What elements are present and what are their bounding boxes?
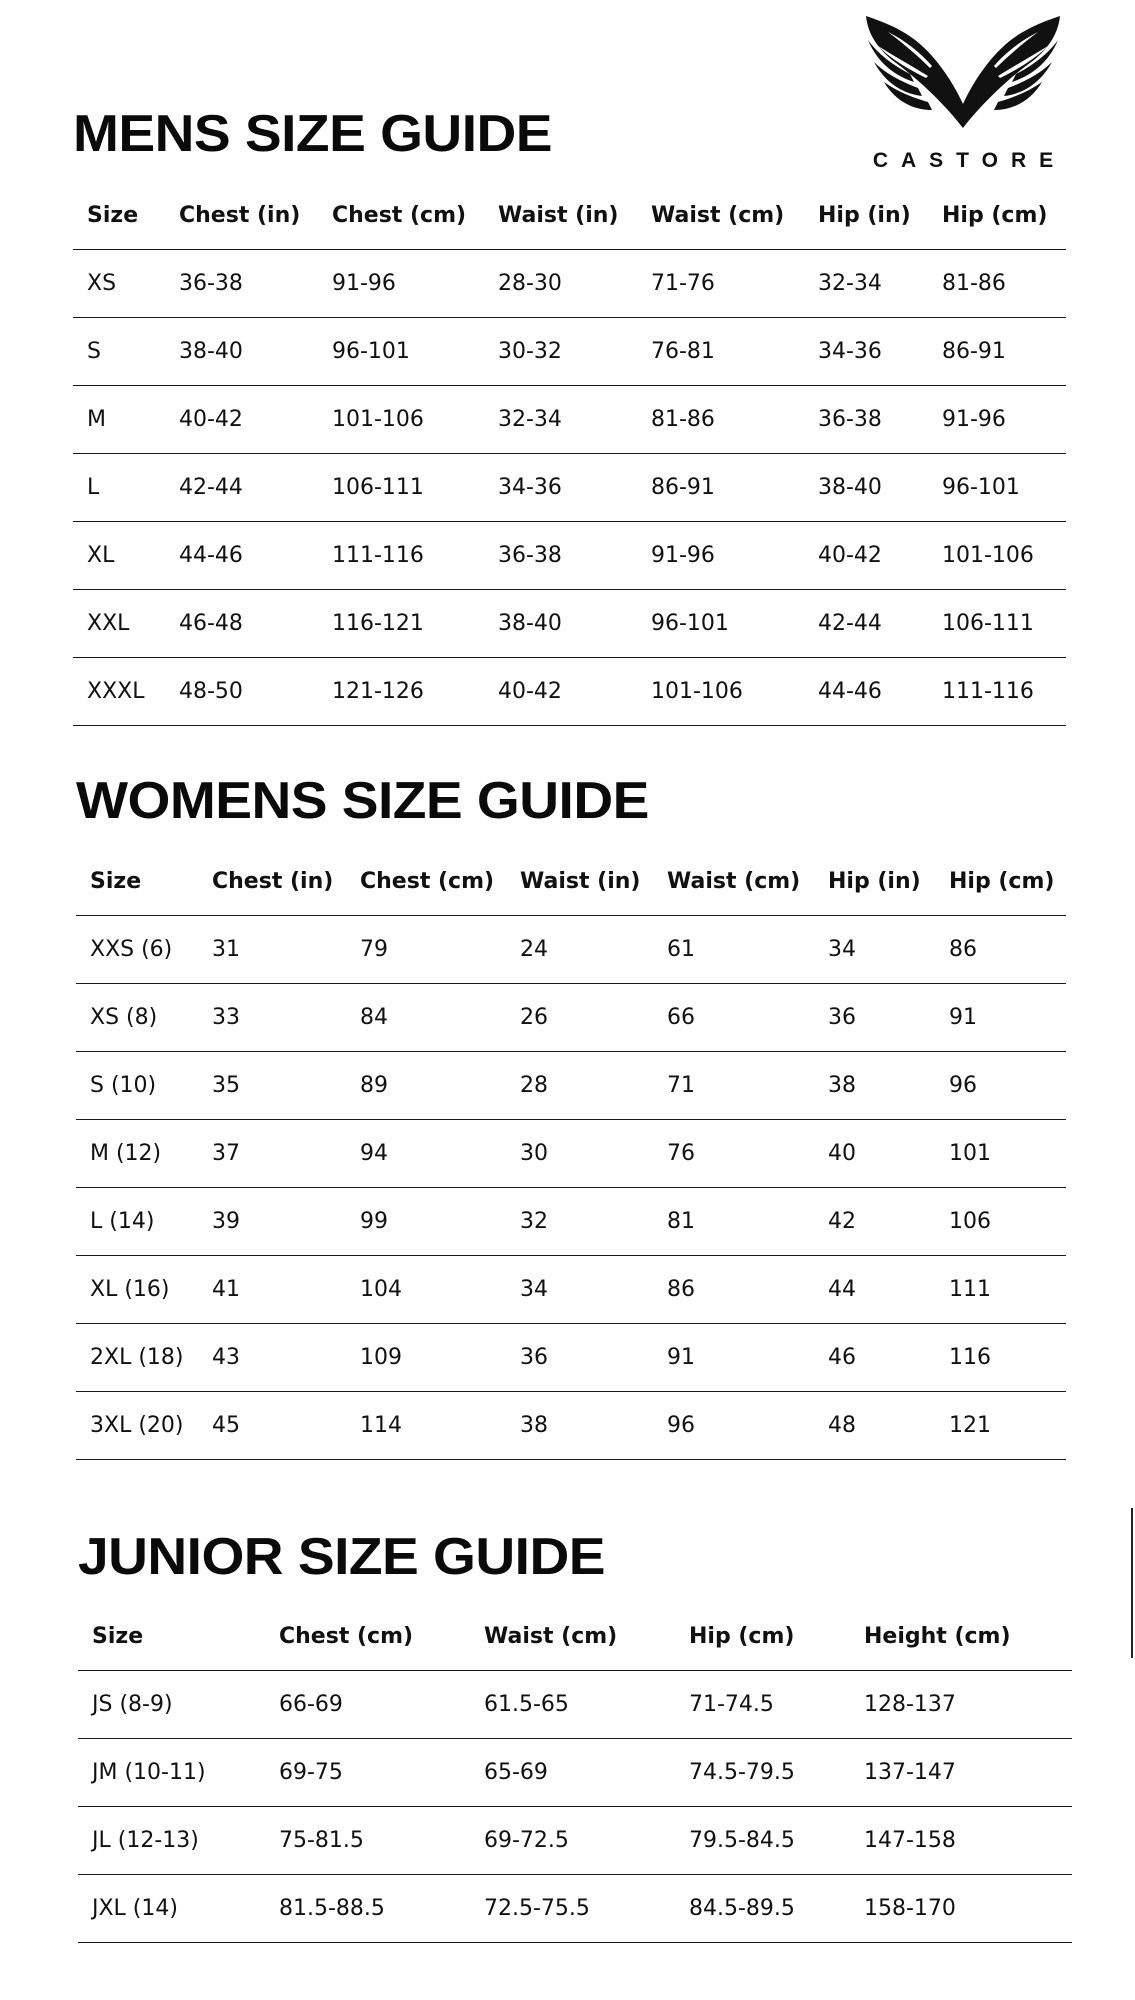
measurement-cell: 137-147 — [850, 1738, 1072, 1806]
table-row — [73, 385, 1066, 453]
size-cell: L — [73, 453, 165, 521]
measurement-cell: 74.5-79.5 — [675, 1738, 850, 1806]
table-row — [73, 589, 1066, 657]
measurement-cell: 41 — [198, 1255, 346, 1323]
table-row — [78, 1670, 1072, 1738]
size-cell: XXL — [73, 589, 165, 657]
junior-section-title: JUNIOR SIZE GUIDE — [78, 1528, 605, 1586]
measurement-cell: 111-116 — [318, 521, 484, 589]
junior-column-header: Hip (cm) — [675, 1603, 850, 1670]
size-cell: XS — [73, 249, 165, 317]
mens-header-row — [73, 182, 1066, 249]
table-row — [73, 453, 1066, 521]
measurement-cell: 36 — [506, 1323, 653, 1391]
measurement-cell: 26 — [506, 983, 653, 1051]
measurement-cell: 66 — [653, 983, 814, 1051]
measurement-cell: 81-86 — [928, 249, 1066, 317]
junior-column-header: Chest (cm) — [265, 1603, 470, 1670]
measurement-cell: 45 — [198, 1391, 346, 1459]
measurement-cell: 28-30 — [484, 249, 637, 317]
womens-column-header: Chest (in) — [198, 848, 346, 915]
measurement-cell: 76-81 — [637, 317, 804, 385]
measurement-cell: 38-40 — [165, 317, 318, 385]
table-row — [78, 1874, 1072, 1942]
mens-column-header: Waist (cm) — [637, 182, 804, 249]
brand-wordmark: CASTORE — [872, 149, 1067, 172]
junior-size-table — [78, 1603, 1072, 1943]
junior-column-header: Height (cm) — [850, 1603, 1072, 1670]
table-row — [76, 1187, 1066, 1255]
measurement-cell: 32 — [506, 1187, 653, 1255]
measurement-cell: 40-42 — [484, 657, 637, 725]
measurement-cell: 42-44 — [804, 589, 928, 657]
measurement-cell: 147-158 — [850, 1806, 1072, 1874]
womens-column-header: Hip (in) — [814, 848, 935, 915]
measurement-cell: 128-137 — [850, 1670, 1072, 1738]
measurement-cell: 99 — [346, 1187, 506, 1255]
table-row — [76, 1323, 1066, 1391]
measurement-cell: 46-48 — [165, 589, 318, 657]
measurement-cell: 39 — [198, 1187, 346, 1255]
measurement-cell: 34-36 — [804, 317, 928, 385]
measurement-cell: 71-76 — [637, 249, 804, 317]
womens-column-header: Chest (cm) — [346, 848, 506, 915]
measurement-cell: 33 — [198, 983, 346, 1051]
mens-column-header: Hip (cm) — [928, 182, 1066, 249]
size-cell: 2XL (18) — [76, 1323, 198, 1391]
womens-column-header: Waist (in) — [506, 848, 653, 915]
measurement-cell: 89 — [346, 1051, 506, 1119]
measurement-cell: 158-170 — [850, 1874, 1072, 1942]
measurement-cell: 36-38 — [484, 521, 637, 589]
measurement-cell: 96-101 — [318, 317, 484, 385]
measurement-cell: 75-81.5 — [265, 1806, 470, 1874]
womens-column-header: Hip (cm) — [935, 848, 1066, 915]
measurement-cell: 69-72.5 — [470, 1806, 675, 1874]
junior-column-header: Size — [78, 1603, 265, 1670]
mens-column-header: Chest (cm) — [318, 182, 484, 249]
measurement-cell: 94 — [346, 1119, 506, 1187]
measurement-cell: 96 — [653, 1391, 814, 1459]
measurement-cell: 46 — [814, 1323, 935, 1391]
measurement-cell: 34 — [814, 915, 935, 983]
measurement-cell: 96-101 — [637, 589, 804, 657]
table-row — [78, 1738, 1072, 1806]
junior-column-header: Waist (cm) — [470, 1603, 675, 1670]
measurement-cell: 101-106 — [318, 385, 484, 453]
table-row — [76, 1051, 1066, 1119]
size-cell: JXL (14) — [78, 1874, 265, 1942]
measurement-cell: 44 — [814, 1255, 935, 1323]
measurement-cell: 48-50 — [165, 657, 318, 725]
measurement-cell: 38-40 — [484, 589, 637, 657]
measurement-cell: 81.5-88.5 — [265, 1874, 470, 1942]
measurement-cell: 38 — [506, 1391, 653, 1459]
measurement-cell: 84 — [346, 983, 506, 1051]
measurement-cell: 28 — [506, 1051, 653, 1119]
measurement-cell: 38-40 — [804, 453, 928, 521]
measurement-cell: 44-46 — [804, 657, 928, 725]
size-cell: S — [73, 317, 165, 385]
measurement-cell: 84.5-89.5 — [675, 1874, 850, 1942]
castore-logo — [858, 10, 1068, 180]
measurement-cell: 86 — [653, 1255, 814, 1323]
measurement-cell: 76 — [653, 1119, 814, 1187]
measurement-cell: 101 — [935, 1119, 1066, 1187]
measurement-cell: 42 — [814, 1187, 935, 1255]
measurement-cell: 37 — [198, 1119, 346, 1187]
measurement-cell: 34 — [506, 1255, 653, 1323]
measurement-cell: 31 — [198, 915, 346, 983]
size-cell: XS (8) — [76, 983, 198, 1051]
edge-divider — [1131, 1508, 1133, 1658]
table-row — [76, 915, 1066, 983]
measurement-cell: 91 — [935, 983, 1066, 1051]
measurement-cell: 61 — [653, 915, 814, 983]
mens-column-header: Waist (in) — [484, 182, 637, 249]
measurement-cell: 121-126 — [318, 657, 484, 725]
measurement-cell: 114 — [346, 1391, 506, 1459]
measurement-cell: 101-106 — [637, 657, 804, 725]
measurement-cell: 106 — [935, 1187, 1066, 1255]
measurement-cell: 40-42 — [165, 385, 318, 453]
size-cell: XL — [73, 521, 165, 589]
measurement-cell: 69-75 — [265, 1738, 470, 1806]
junior-header-row — [78, 1603, 1072, 1670]
measurement-cell: 32-34 — [804, 249, 928, 317]
wings-logo-icon — [858, 10, 1068, 140]
measurement-cell: 81 — [653, 1187, 814, 1255]
measurement-cell: 34-36 — [484, 453, 637, 521]
measurement-cell: 79 — [346, 915, 506, 983]
table-row — [73, 249, 1066, 317]
measurement-cell: 79.5-84.5 — [675, 1806, 850, 1874]
measurement-cell: 42-44 — [165, 453, 318, 521]
measurement-cell: 116-121 — [318, 589, 484, 657]
measurement-cell: 116 — [935, 1323, 1066, 1391]
measurement-cell: 71 — [653, 1051, 814, 1119]
measurement-cell: 81-86 — [637, 385, 804, 453]
measurement-cell: 48 — [814, 1391, 935, 1459]
measurement-cell: 40-42 — [804, 521, 928, 589]
size-cell: M (12) — [76, 1119, 198, 1187]
measurement-cell: 86-91 — [928, 317, 1066, 385]
measurement-cell: 106-111 — [318, 453, 484, 521]
measurement-cell: 111-116 — [928, 657, 1066, 725]
measurement-cell: 30-32 — [484, 317, 637, 385]
mens-column-header: Chest (in) — [165, 182, 318, 249]
measurement-cell: 35 — [198, 1051, 346, 1119]
womens-size-table — [76, 848, 1066, 1460]
size-cell: XL (16) — [76, 1255, 198, 1323]
table-row — [73, 317, 1066, 385]
mens-column-header: Hip (in) — [804, 182, 928, 249]
measurement-cell: 91 — [653, 1323, 814, 1391]
measurement-cell: 40 — [814, 1119, 935, 1187]
size-cell: XXS (6) — [76, 915, 198, 983]
womens-header-row — [76, 848, 1066, 915]
measurement-cell: 86-91 — [637, 453, 804, 521]
measurement-cell: 104 — [346, 1255, 506, 1323]
measurement-cell: 38 — [814, 1051, 935, 1119]
mens-section-title: MENS SIZE GUIDE — [73, 105, 553, 163]
measurement-cell: 36 — [814, 983, 935, 1051]
mens-table-body — [73, 249, 1066, 725]
measurement-cell: 61.5-65 — [470, 1670, 675, 1738]
measurement-cell: 121 — [935, 1391, 1066, 1459]
measurement-cell: 91-96 — [637, 521, 804, 589]
size-cell: JS (8-9) — [78, 1670, 265, 1738]
measurement-cell: 43 — [198, 1323, 346, 1391]
womens-table-body — [76, 915, 1066, 1459]
table-row — [73, 657, 1066, 725]
size-cell: S (10) — [76, 1051, 198, 1119]
table-row — [78, 1806, 1072, 1874]
measurement-cell: 96-101 — [928, 453, 1066, 521]
measurement-cell: 91-96 — [318, 249, 484, 317]
mens-column-header: Size — [73, 182, 165, 249]
measurement-cell: 30 — [506, 1119, 653, 1187]
measurement-cell: 32-34 — [484, 385, 637, 453]
measurement-cell: 71-74.5 — [675, 1670, 850, 1738]
measurement-cell: 24 — [506, 915, 653, 983]
mens-size-table — [73, 182, 1066, 726]
measurement-cell: 36-38 — [804, 385, 928, 453]
measurement-cell: 111 — [935, 1255, 1066, 1323]
measurement-cell: 36-38 — [165, 249, 318, 317]
measurement-cell: 101-106 — [928, 521, 1066, 589]
measurement-cell: 96 — [935, 1051, 1066, 1119]
measurement-cell: 109 — [346, 1323, 506, 1391]
table-row — [76, 1119, 1066, 1187]
size-cell: L (14) — [76, 1187, 198, 1255]
size-cell: XXXL — [73, 657, 165, 725]
size-cell: 3XL (20) — [76, 1391, 198, 1459]
measurement-cell: 72.5-75.5 — [470, 1874, 675, 1942]
size-cell: JM (10-11) — [78, 1738, 265, 1806]
measurement-cell: 66-69 — [265, 1670, 470, 1738]
measurement-cell: 106-111 — [928, 589, 1066, 657]
womens-column-header: Waist (cm) — [653, 848, 814, 915]
size-cell: M — [73, 385, 165, 453]
womens-section-title: WOMENS SIZE GUIDE — [76, 772, 649, 830]
table-row — [76, 1391, 1066, 1459]
measurement-cell: 91-96 — [928, 385, 1066, 453]
table-row — [76, 1255, 1066, 1323]
measurement-cell: 44-46 — [165, 521, 318, 589]
size-cell: JL (12-13) — [78, 1806, 265, 1874]
womens-column-header: Size — [76, 848, 198, 915]
table-row — [73, 521, 1066, 589]
junior-table-body — [78, 1670, 1072, 1942]
measurement-cell: 65-69 — [470, 1738, 675, 1806]
table-row — [76, 983, 1066, 1051]
measurement-cell: 86 — [935, 915, 1066, 983]
